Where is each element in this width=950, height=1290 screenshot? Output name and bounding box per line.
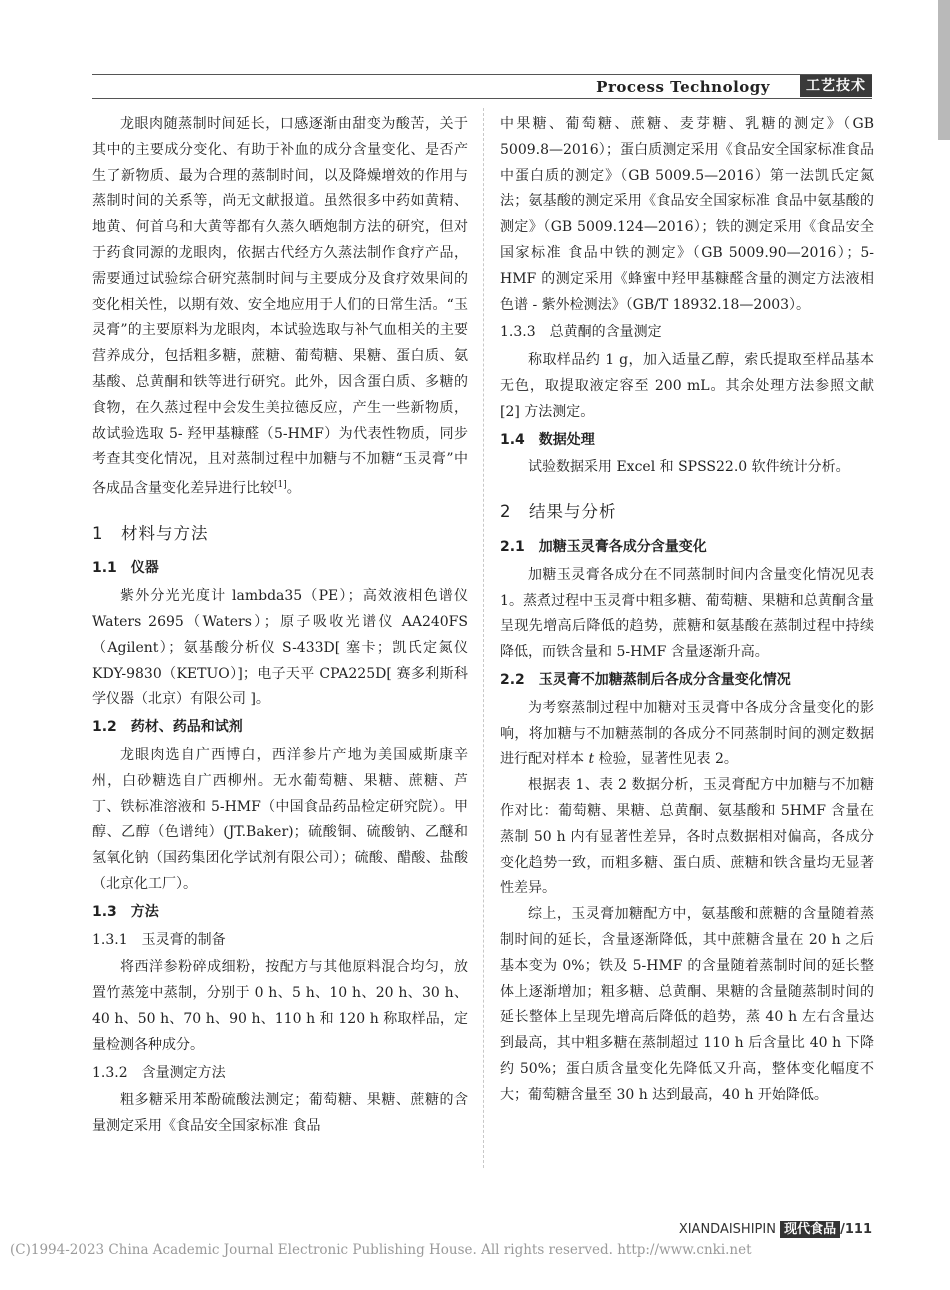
- flavonoid-paragraph: 称取样品约 1 g，加入适量乙醇，索氏提取至样品基本无色，取提取液定容至 200 mL。其余处理方法参照文献 [2] 方法测定。: [500, 352, 874, 420]
- instruments-paragraph: 紫外分光光度计 lambda35（PE）；高效液相色谱仪 Waters 2695（Waters）；原子吸收光谱仪 AA240FS（Agilent）；氨基酸分析仪 S-433D[ 塞卡；凯氏定氮仪 KDY-9830（KETUO）]；电子天平 CPA225D[ 赛多利斯科学仪器（北京）有限公司 ]。: [92, 588, 468, 708]
- header-rule-top: [92, 74, 872, 75]
- side-tab-bar: [938, 0, 950, 140]
- results-2-2-paragraph: [500, 696, 874, 773]
- subsection-heading-1-4: 1.4 数据处理: [500, 431, 595, 448]
- header-section-tag: 工艺技术: [800, 75, 872, 97]
- header-rule-bottom: [92, 98, 872, 99]
- preparation-paragraph: 将西洋参粉碎成细粉，按配方与其他原料混合均匀，放置竹蒸笼中蒸制，分别于 0 h、5 h、10 h、20 h、30 h、40 h、50 h、70 h、90 h、110 h 和 120 h 称取样品，定量检测各种成分。: [92, 959, 468, 1053]
- right-column: [500, 112, 874, 1108]
- subsection-heading-1-3: 1.3 方法: [92, 903, 159, 920]
- summary-paragraph: 综上，玉灵膏加糖配方中，氨基酸和蔗糖的含量随着蒸制时间的延长，含量逐渐降低，其中蔗糖含量在 20 h 之后基本变为 0%；铁及 5-HMF 的含量随着蒸制时间的延长整体上逐渐增加；粗多糖、总黄酮、果糖的含量随蒸制时间的延长整体上呈现先增高后降低的趋势，蒸 40 h 左右含量达到最高，其中粗多糖在蒸制超过 110 h 后含量比 40 h 下降约 50%；蛋白质含量变化先降低又升高，整体变化幅度不大；葡萄糖含量至 30 h 达到最高，40 h 开始降低。: [500, 906, 874, 1103]
- subsection-heading-1-3-1: 1.3.1 玉灵膏的制备: [92, 931, 226, 948]
- citation-ref[interactable]: [1]: [274, 480, 287, 491]
- section-heading-2: 2 结果与分析: [500, 502, 617, 522]
- header-section-title: Process Technology: [596, 78, 770, 96]
- subsection-heading-1-1: 1.1 仪器: [92, 560, 159, 577]
- footer-slash: /: [840, 1222, 845, 1237]
- intro-end: 。: [286, 480, 301, 497]
- column-divider: [483, 108, 484, 1168]
- intro-paragraph: [92, 112, 468, 503]
- data-processing-paragraph: 试验数据采用 Excel 和 SPSS22.0 软件统计分析。: [528, 459, 850, 476]
- assay-paragraph-start: 粗多糖采用苯酚硫酸法测定；葡萄糖、果糖、蔗糖的含量测定采用《食品安全国家标准 食品: [92, 1092, 468, 1135]
- subsection-heading-2-1: 2.1 加糖玉灵膏各成分含量变化: [500, 538, 707, 555]
- running-header: [92, 74, 872, 100]
- journal-name-cn: 现代食品: [780, 1221, 840, 1238]
- intro-text: 龙眼肉随蒸制时间延长，口感逐渐由甜变为酸苦，关于其中的主要成分变化、有助于补血的成分含量变化、是否产生了新物质、最为合理的蒸制时间，以及降燥增效的作用与蒸制时间的关系等，尚无文献报道。虽然很多中药如黄精、地黄、何首乌和大黄等都有久蒸久晒炮制方法的研究，但对于药食同源的龙眼肉，依据古代经方久蒸法制作食疗产品，需要通过试验综合研究蒸制时间与主要成分及食疗效果间的变化相关性，以期有效、安全地应用于人们的日常生活。“玉灵膏”的主要原料为龙眼肉，本试验选取与补气血相关的主要营养成分，包括粗多糖，蔗糖、葡萄糖、果糖、蛋白质、氨基酸、总黄酮和铁等进行研究。此外，因含蛋白质、多糖的食物，在久蒸过程中会发生美拉德反应，产生一些新物质，故试验选取 5- 羟甲基糠醛（5-HMF）为代表性物质，同步考查其变化情况，且对蒸制过程中加糖与不加糖“玉灵膏”中各成品含量变化差异进行比较: [92, 116, 468, 497]
- materials-paragraph: 龙眼肉选自广西博白，西洋参片产地为美国威斯康辛州，白砂糖选自广西柳州。无水葡萄糖、果糖、蔗糖、芦丁、铁标准溶液和 5-HMF（中国食品药品检定研究院）。甲醇、乙醇（色谱纯）(JT.Baker)；硫酸铜、硫酸钠、乙醚和氢氧化钠（国药集团化学试剂有限公司）；硫酸、醋酸、盐酸（北京化工厂）。: [92, 746, 468, 892]
- results-2-1-paragraph: 加糖玉灵膏各成分在不同蒸制时间内含量变化情况见表 1。蒸煮过程中玉灵膏中粗多糖、葡萄糖、果糖和总黄酮含量呈现先增高后降低的趋势，蔗糖和氨基酸在蒸制过程中持续降低，而铁含量和 5-HMF 含量逐渐升高。: [500, 566, 874, 661]
- page-number: 111: [844, 1222, 872, 1237]
- journal-name-en: XIANDAISHIPIN: [678, 1222, 776, 1237]
- subsection-heading-1-3-2: 1.3.2 含量测定方法: [92, 1064, 226, 1081]
- comparison-paragraph: 根据表 1、表 2 数据分析，玉灵膏配方中加糖与不加糖作对比：葡萄糖、果糖、总黄酮、氨基酸和 5HMF 含量在蒸制 50 h 内有显著性差异，各时点数据相对偏高，各成分变化趋势一致，而粗多糖、蛋白质、蔗糖和铁含量均无显著性差异。: [500, 777, 874, 897]
- left-column: [92, 112, 468, 1140]
- subsection-heading-1-2: 1.2 药材、药品和试剂: [92, 719, 243, 736]
- journal-footer: [679, 1218, 872, 1237]
- results-2-2-text-b: 检验，显著性见表 2。: [598, 751, 738, 768]
- assay-paragraph-continued: 中果糖、葡萄糖、蔗糖、麦芽糖、乳糖的测定》（GB 5009.8—2016）；蛋白质测定采用《食品安全国家标准食品中蛋白质的测定》（GB 5009.5—2016）第一法凯氏定氮法；氨基酸的测定采用《食品安全国家标准 食品中氨基酸的测定》（GB 5009.124—2016）；铁的测定采用《食品安全国家标准 食品中铁的测定》（GB 5009.90—2016）；5-HMF 的测定采用《蜂蜜中羟甲基糠醛含量的测定方法液相色谱 - 紫外检测法》（GB/T 18932.18—2003）。: [500, 116, 874, 313]
- t-test-symbol: t: [588, 751, 595, 768]
- subsection-heading-1-3-3: 1.3.3 总黄酮的含量测定: [500, 324, 662, 341]
- section-heading-1: 1 材料与方法: [92, 523, 209, 543]
- copyright-watermark: (C)1994-2023 China Academic Journal Electronic Publishing House. All rights reserved. http://www.cnki.net: [10, 1242, 752, 1258]
- subsection-heading-2-2: 2.2 玉灵膏不加糖蒸制后各成分含量变化情况: [500, 671, 791, 688]
- results-2-2-text-a: 为考察蒸制过程中加糖对玉灵膏中各成分含量变化的影响，将加糖与不加糖蒸制的各成分不同蒸制时间的测定数据进行配对样本: [500, 699, 874, 768]
